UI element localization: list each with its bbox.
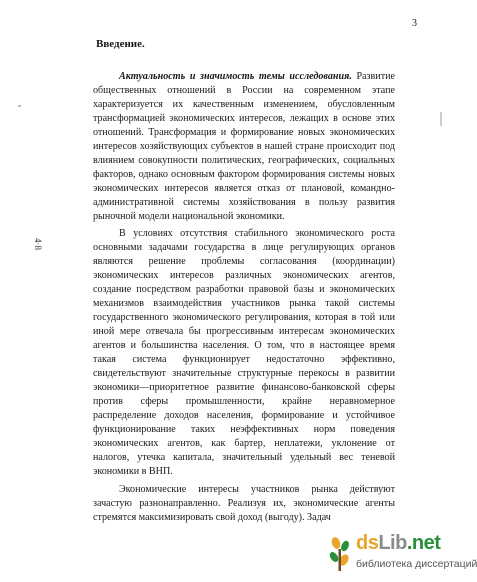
section-title: Введение. [96,38,145,50]
scan-speck [18,105,21,107]
watermark-logo [320,532,477,582]
paragraph-2: В условиях отсутствия стабильного экономического роста основными задачами государства в лице регулирующих органов являются решение проблемы согласования (координации) экономических интересов различных экономических агентов, создание посредством разработки правовой базы и экономических механизмов взаимодействия участников рынка такой системы государственного экономического регулирования, которая в той или иной мере отвечала бы прогрессивным интересам экономических агентов и большинства населения. О том, что в настоящее время такая система функционирует недостаточно эффективно, свидетельствуют значительные структурные перекосы в развитии экономики—приоритетное развитие финансово-банковской сферы против сферы промышленности, крайне неравномерное распределение доходов населения, формирование и устойчивое функционирование таких неэффективных норм поведения экономических агентов, как бартер, неплатежи, уклонение от налогов, утечка капитала, значительный удельный вес теневой экономики в ВНП. [93,228,395,477]
scan-speck-right [440,112,442,126]
paragraph-1-text: Развитие общественных отношений в России на современном этапе характеризуется их качественным изменением, обусловленным трансформацией экономических интересов, лежащих в основе этих отношений. Трансформация и формирование новых экономических интересов хозяйствующих субъектов в нашей стране происходит под влиянием совокупности политических, географических, социальных факторов, однако основным фактором формирования системы новых экономических интересов является отказ от плановой, командно-административной системы хозяйствования в пользу развития рыночной модели национальной экономики. [93,71,395,222]
body-text [93,70,395,525]
dslib-logo-icon [326,535,354,573]
margin-mark: 4·8 [33,238,43,250]
watermark-subtitle: библиотека диссертаций [356,558,477,570]
page-number: 3 [412,18,417,29]
paragraph-1-lead: Актуальность и значимость темы исследования. [119,71,352,82]
watermark-brand: dsLib.net [356,532,441,554]
paragraph-1 [93,70,395,223]
paragraph-3: Экономические интересы участников рынка действуют зачастую разнонаправленно. Реализуя их, экономические агенты стремятся максимизировать свой доход (выгоду). Задач [93,483,395,523]
